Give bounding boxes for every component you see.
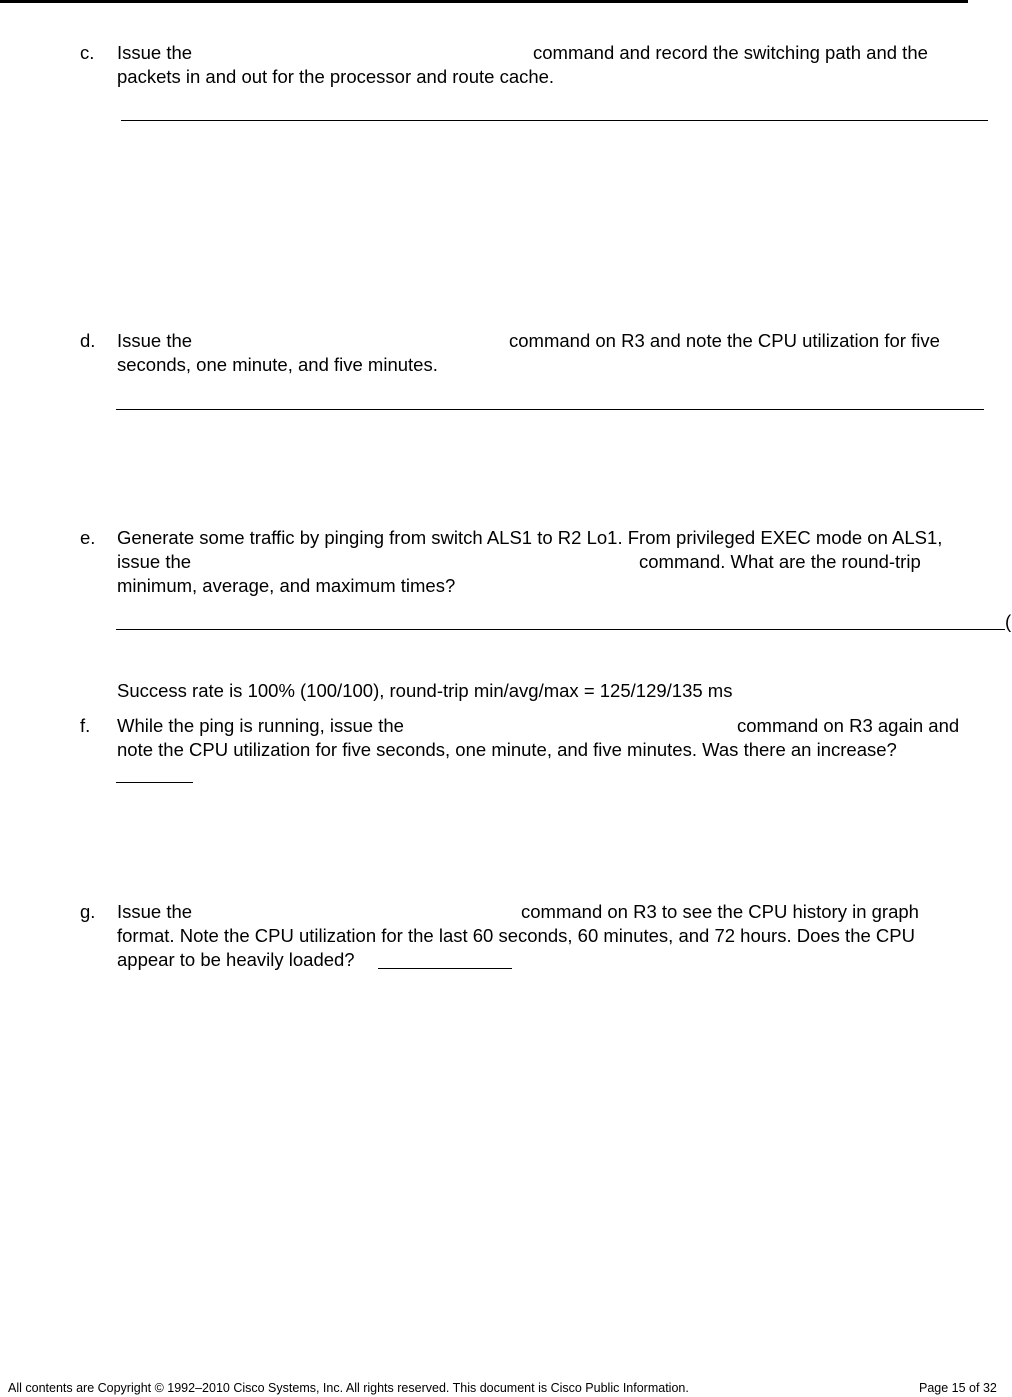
step-text-post: command and record the switching path and the (533, 42, 928, 63)
step-text-line1: Generate some traffic by pinging from switch ALS1 to R2 Lo1. From privileged EXEC mode on ALS1, (117, 527, 943, 548)
step-text-line2: note the CPU utilization for five seconds, one minute, and five minutes. Was there an increase? (117, 739, 897, 760)
step-letter: d. (80, 330, 96, 351)
step-text-line3: appear to be heavily loaded? (117, 949, 355, 970)
step-letter: g. (80, 901, 96, 922)
step-letter: e. (80, 527, 96, 548)
step-text-post: command. What are the round-trip (639, 551, 921, 572)
step-text-pre: Issue the (117, 901, 193, 922)
step-text-pre: Issue the (117, 330, 193, 351)
step-text-line3: minimum, average, and maximum times? (117, 575, 456, 596)
step-letter: f. (80, 715, 91, 736)
step-text-line2: seconds, one minute, and five minutes. (117, 354, 438, 375)
step-text-line2: packets in and out for the processor and route cache. (117, 66, 555, 87)
step-text-post: command on R3 again and (737, 715, 960, 736)
step-text-pre: While the ping is running, issue the (117, 715, 404, 736)
footer-page-number: Page 15 of 32 (919, 1381, 997, 1395)
answer-line[interactable] (116, 409, 984, 410)
step-text-post: command on R3 and note the CPU utilization for five (509, 330, 940, 351)
answer-line[interactable] (121, 120, 988, 121)
footer-copyright: All contents are Copyright © 1992–2010 Cisco Systems, Inc. All rights reserved. This document is Cisco Public Information. (8, 1381, 689, 1395)
step-text-pre: Issue the (117, 42, 193, 63)
answer-line[interactable] (116, 782, 193, 783)
answer-line[interactable] (116, 629, 1005, 630)
step-text-post: command on R3 to see the CPU history in graph (521, 901, 919, 922)
step-letter: c. (80, 42, 95, 63)
step-text-pre: issue the (117, 551, 192, 572)
answer-line[interactable] (378, 968, 512, 969)
trailing-paren: ( (1005, 611, 1012, 632)
header-rule (0, 0, 968, 3)
ping-result: Success rate is 100% (100/100), round-trip min/avg/max = 125/129/135 ms (117, 680, 733, 701)
step-text-line2: format. Note the CPU utilization for the last 60 seconds, 60 minutes, and 72 hours. Does the CPU (117, 925, 915, 946)
